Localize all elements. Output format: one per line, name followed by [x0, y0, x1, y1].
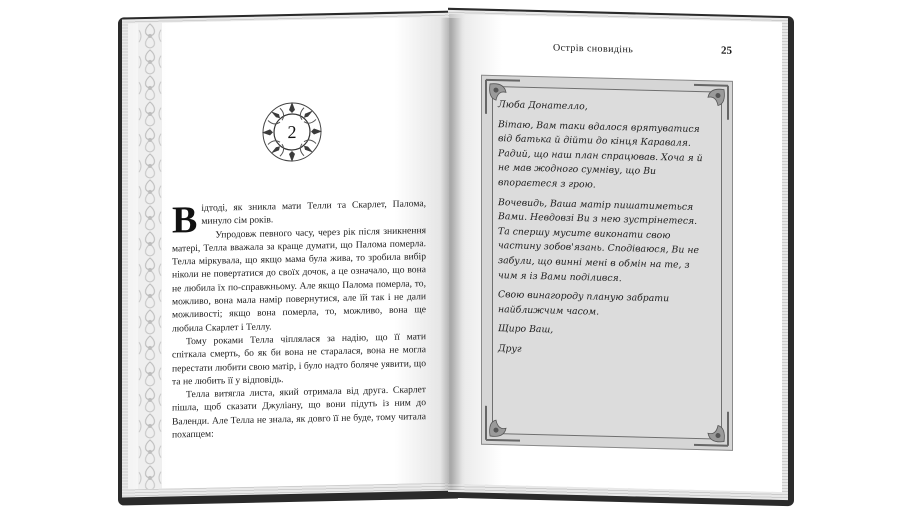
- letter-closing: Щиро Ваш,: [498, 323, 554, 336]
- letter-text: [498, 98, 708, 367]
- chapter-emblem: [260, 99, 324, 164]
- ornament-band-icon: [138, 23, 162, 490]
- letter-card: [481, 75, 733, 451]
- letter-paragraph: Свою винагороду планую забрати найближчим часом.: [498, 289, 670, 318]
- corner-ornament-icon: [484, 404, 522, 443]
- letter-paragraph: Вочевидь, Ваша матір пишатиметься Вами. Невдовзі Ви з нею зустрінетеся. Та спершу мусите виконати свою частину зобов'язань. Сподіваюся, Ви не забули, що винні мені в обмін на те, з чим я із Вами поділився.: [498, 196, 699, 284]
- corner-ornament-icon: [692, 409, 730, 448]
- chapter-number: 2: [287, 121, 297, 142]
- left-page: [128, 17, 453, 490]
- drop-cap: В: [172, 198, 198, 242]
- paragraph: Телла витягла листа, який отримала від друга. Скарлет пішла, щоб сказати Джуліану, що вони підуть із ним до Валенди. Але Телла не знала, як довго її не буде, тому читала похапцем:: [172, 384, 426, 441]
- right-page: [449, 14, 782, 492]
- book-gutter: [440, 18, 462, 490]
- letter-greeting: Люба Донателло,: [498, 99, 588, 113]
- letter-paragraph: Вітаю, Вам таки вдалося врятуватися від батька й дійти до кінця Караваля. Радий, що наш план спрацював. Хоча я й не мав жодного сумніву, що Ви впораєтеся з грою.: [498, 118, 703, 191]
- left-page-text: [172, 197, 426, 442]
- paragraph: Упродовж певного часу, через рік після зникнення матері, Телла вважала за краще думати, що Палома померла. Телла міркувала, що якщо мама була жива, то зробила вибір ніколи не повертатися до своїх дочок, а це означало, що вона не любила їх по-справжньому. Але якщо Палома померла, то, можливо, вона мала намір повернутися, але їй так і не дали можливості; якщо вона померла, то, можливо, вона ще любила Скарлет і Теллу.: [172, 224, 426, 335]
- running-head: Острів сновидінь: [553, 42, 634, 56]
- paragraph-text: ідтоді, як зникла мати Телли та Скарлет, Палома, минуло сім років.: [201, 198, 426, 228]
- letter-signature: Друг: [498, 343, 522, 355]
- page-number: 25: [721, 44, 732, 57]
- paragraph: Тому роками Телла чіплялася за надію, що її мати спіткала смерть, бо як би вона не старалася, вона не могла перестати любити свою матір, і було надто боляче уявити, що та не любить її у відповідь.: [172, 331, 426, 388]
